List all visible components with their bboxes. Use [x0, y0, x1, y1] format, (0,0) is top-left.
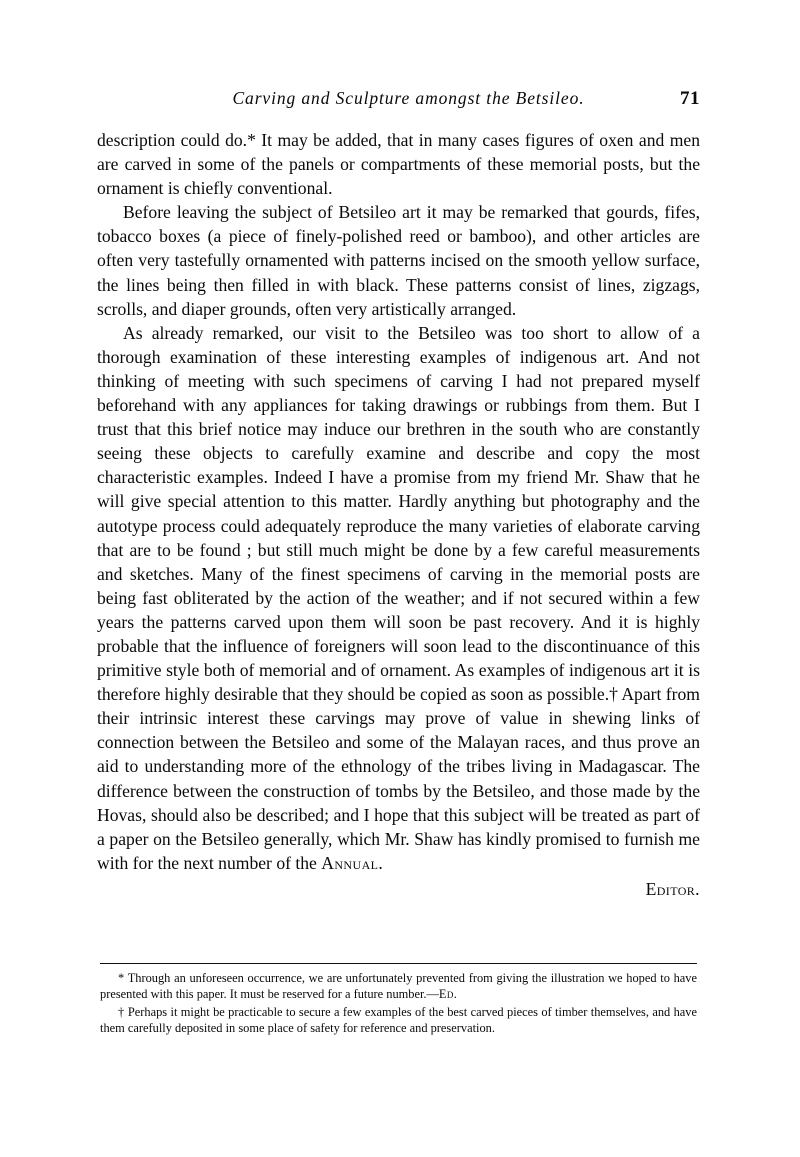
paragraph-2: Before leaving the subject of Betsileo art it may be remarked that gourds, fifes, tobacco boxes (a piece of finely-polished reed or bamboo), and other articles are often very tastefully ornamented with patterns incised on the smooth yellow surface, the lines being then filled in with black. These patterns consist of lines, zigzags, scrolls, and diaper grounds, often very artistically arranged.: [97, 202, 700, 319]
footnote-dagger-text: Perhaps it might be practicable to secure a few examples of the best carved pieces of timber themselves, and have them carefully deposited in some place of safety for reference and preservation.: [100, 1004, 698, 1036]
body-text: [97, 128, 700, 901]
footnote-ed-smallcaps: Ed.: [438, 987, 458, 1002]
footnote-divider: [100, 963, 697, 964]
footnote-marker-asterisk: *: [118, 971, 125, 985]
paragraph-1: description could do.* It may be added, that in many cases figures of oxen and men are carved in some of the panels or compartments of these memorial posts, but the ornament is chiefly conventional.: [97, 130, 700, 199]
footnote-asterisk-text: Through an unforeseen occurrence, we are unfortunately prevented from giving the illustration we hoped to have presented with this paper. It must be reserved for a future number.—: [100, 971, 697, 1002]
annual-smallcaps: Annual: [321, 852, 379, 873]
paragraph-3-text-part-1: As already remarked, our visit to the Betsileo was too short to allow of a thorough examination of these interesting examples of indigenous art. And not thinking of meeting with such specimens of carving I had not prepared myself beforehand with any appliances for taking drawings or rubbings from them. But I trust that this brief notice may induce our brethren in the south who are constantly seeing these objects to carefully examine and describe and copy the most characteristic examples. Indeed I have a promise from my friend Mr. Shaw that he will give special attention to this matter. Hardly anything but photography and the autotype process could adequately reproduce the many varieties of elaborate carving that are to be found ; but still much might be done by a few careful measurements and sketches. Many of the finest specimens of carving in the memorial posts are being fast obliterated by the action of the weather; and if not secured within a few years the patterns carved upon them will soon be past recovery. And it is highly probable that the influence of foreigners will soon lead to the discontinuance of this primitive style both of memorial and of ornament. As examples of indigenous art it is therefore highly desirable that they should be copied as soon as possible.† Apart from their intrinsic interest these carvings may prove of value in shewing links of connection between the Betsileo and some of the Malayan races, and thus prove an aid to understanding more of the ethnology of the tribes living in Madagascar. The difference between the construction of tombs by the Betsileo, and those made by the Hovas, should also be described; and I hope that this subject will be treated as part of a paper on the Betsileo generally, which Mr. Shaw has kindly promised to furnish me with for the next number of the: [97, 322, 700, 873]
running-head: [97, 88, 700, 110]
paragraph-3: [97, 321, 700, 875]
footnote-asterisk: [100, 970, 697, 1003]
paragraph-3-text-part-2: .: [378, 852, 383, 873]
signature-line: [97, 877, 700, 901]
footnotes-section: [100, 963, 697, 1037]
footnote-marker-dagger: †: [118, 1004, 125, 1019]
footnote-dagger: [100, 1004, 697, 1037]
page-number: 71: [680, 88, 700, 109]
page-title: Carving and Sculpture amongst the Betsileo.: [232, 88, 585, 108]
signature-editor: Editor.: [645, 878, 700, 899]
